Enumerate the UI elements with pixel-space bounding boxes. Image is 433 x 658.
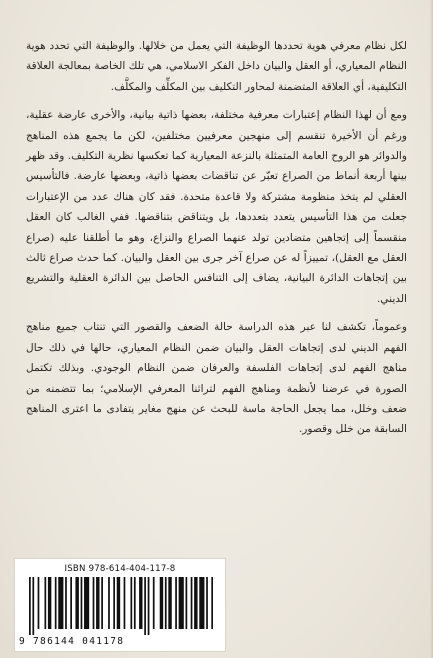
barcode-bar xyxy=(70,577,72,629)
barcode-bar xyxy=(75,577,78,629)
barcode-bar xyxy=(144,577,146,635)
blurb-paragraph-1: لكل نظام معرفي هوية تحددها الوظيفة التي يعمل من خلالها. والوظيفة التي تحدد هوية النظام المعياري، أو العقل والبيان داخل الفكر الاسلامي، هي تلك الخاصة بمعالجة العلاقة التكليفية، أي العلاقة المتضمنة لمحاور التكليف بين المكلِّف والمكلَّف. xyxy=(26,40,407,93)
barcode-bar xyxy=(139,577,142,629)
barcode-bar xyxy=(194,577,197,629)
barcode-bar xyxy=(81,577,83,629)
isbn-barcode xyxy=(14,558,226,652)
barcode-bars-icon xyxy=(29,577,213,635)
barcode-bar xyxy=(179,577,184,629)
barcode-bar xyxy=(160,577,163,629)
barcode-bar xyxy=(117,577,120,629)
barcode-bar xyxy=(113,577,115,629)
barcode-bar xyxy=(186,577,188,629)
barcode-digits: 9 786144 041178 xyxy=(19,636,125,647)
blurb-paragraph-3: وعموماً، تكشف لنا عبر هذه الدراسة حالة الضعف والقصور التي تنتاب جميع مناهج الفهم الديني لدى إتجاهات العقل والبيان ضمن النظام المعياري، حالها في ذلك حال مناهج الفهم لدى إتجاهات الفلسفة والعرفان ضمن النظام الوجودي. وبذلك تكتمل الصورة في عرضنا لأنظمة ومناهج الفهم لتراثنا المعرفي الإسلامي؛ بما تتضمنه من ضعف وخلل، مما يجعل الحاجة ماسة للبحث عن منهج مغاير يتفادى ما اعترى المناهج السابقة من خلل وقصور. xyxy=(26,321,407,436)
barcode-bar xyxy=(101,577,103,629)
barcode-bar xyxy=(148,577,150,635)
barcode-bar xyxy=(175,577,177,629)
barcode-bar xyxy=(58,577,63,629)
barcode-bar xyxy=(44,577,46,629)
barcode-bar xyxy=(153,577,155,629)
barcode-bar xyxy=(29,577,31,635)
barcode-bar xyxy=(48,577,51,629)
blurb-text xyxy=(26,36,407,440)
blurb-paragraph-2: ومع أن لهذا النظام إعتبارات معرفية مختلفة، بعضها ذاتية بيانية، والأخرى عارضة عقلية، ورغم أن الأخيرة تنقسم إلى منهجين معرفيين مختلفين، لكن ما يجمع هذه المناهج والدوائر هو الروح العامة المتمثلة بالنزعة المعيارية كما تعكسها نظرية التكليف. وقد ظهر بينها أربعة أنماط من الصراع تعبّر عن تناقضات بعضها ذاتية، وبعضها عارضة. فالتأسيس العقلي لم يتخذ منظومة مشتركة ولا قاعدة متحدة. فقد كان هناك عدد من الإعتبارات جعلت من هذا التأسيس يتعدد بتعددها، بل ويتناقض بتناقضها. ففي الغالب كان العقل منقسماً إلى إتجاهين متضادين تولد عنهما الصراع والنزاع، وهو ما أطلقنا عليه (صراع العقل مع العقل)، تمييزاً له عن صراع آخر جرى بين العقل والبيان. كما حدث صراع ثالث بين إتجاهات الدائرة البيانية، يضاف إلى التنافس الحاصل بين الدائرة العقلية والتشريع الديني. xyxy=(26,109,407,305)
barcode-bar xyxy=(124,577,126,629)
barcode-bar xyxy=(96,577,99,629)
barcode-bar xyxy=(108,577,110,629)
isbn-label: ISBN 978-614-404-117-8 xyxy=(64,564,176,574)
barcode-bar xyxy=(32,577,34,635)
barcode-bar xyxy=(191,577,193,629)
barcode-bar xyxy=(211,577,213,629)
barcode-bar xyxy=(168,577,171,629)
barcode-bar xyxy=(165,577,167,629)
barcode-bar xyxy=(84,577,89,629)
barcode-bar xyxy=(65,577,67,629)
barcode-bar xyxy=(199,577,204,629)
barcode-bar xyxy=(130,577,132,629)
barcode-bar xyxy=(55,577,57,629)
barcode-bar xyxy=(93,577,95,629)
barcode-bar xyxy=(206,577,208,629)
barcode-bar xyxy=(134,577,136,629)
barcode-bar xyxy=(38,577,40,629)
